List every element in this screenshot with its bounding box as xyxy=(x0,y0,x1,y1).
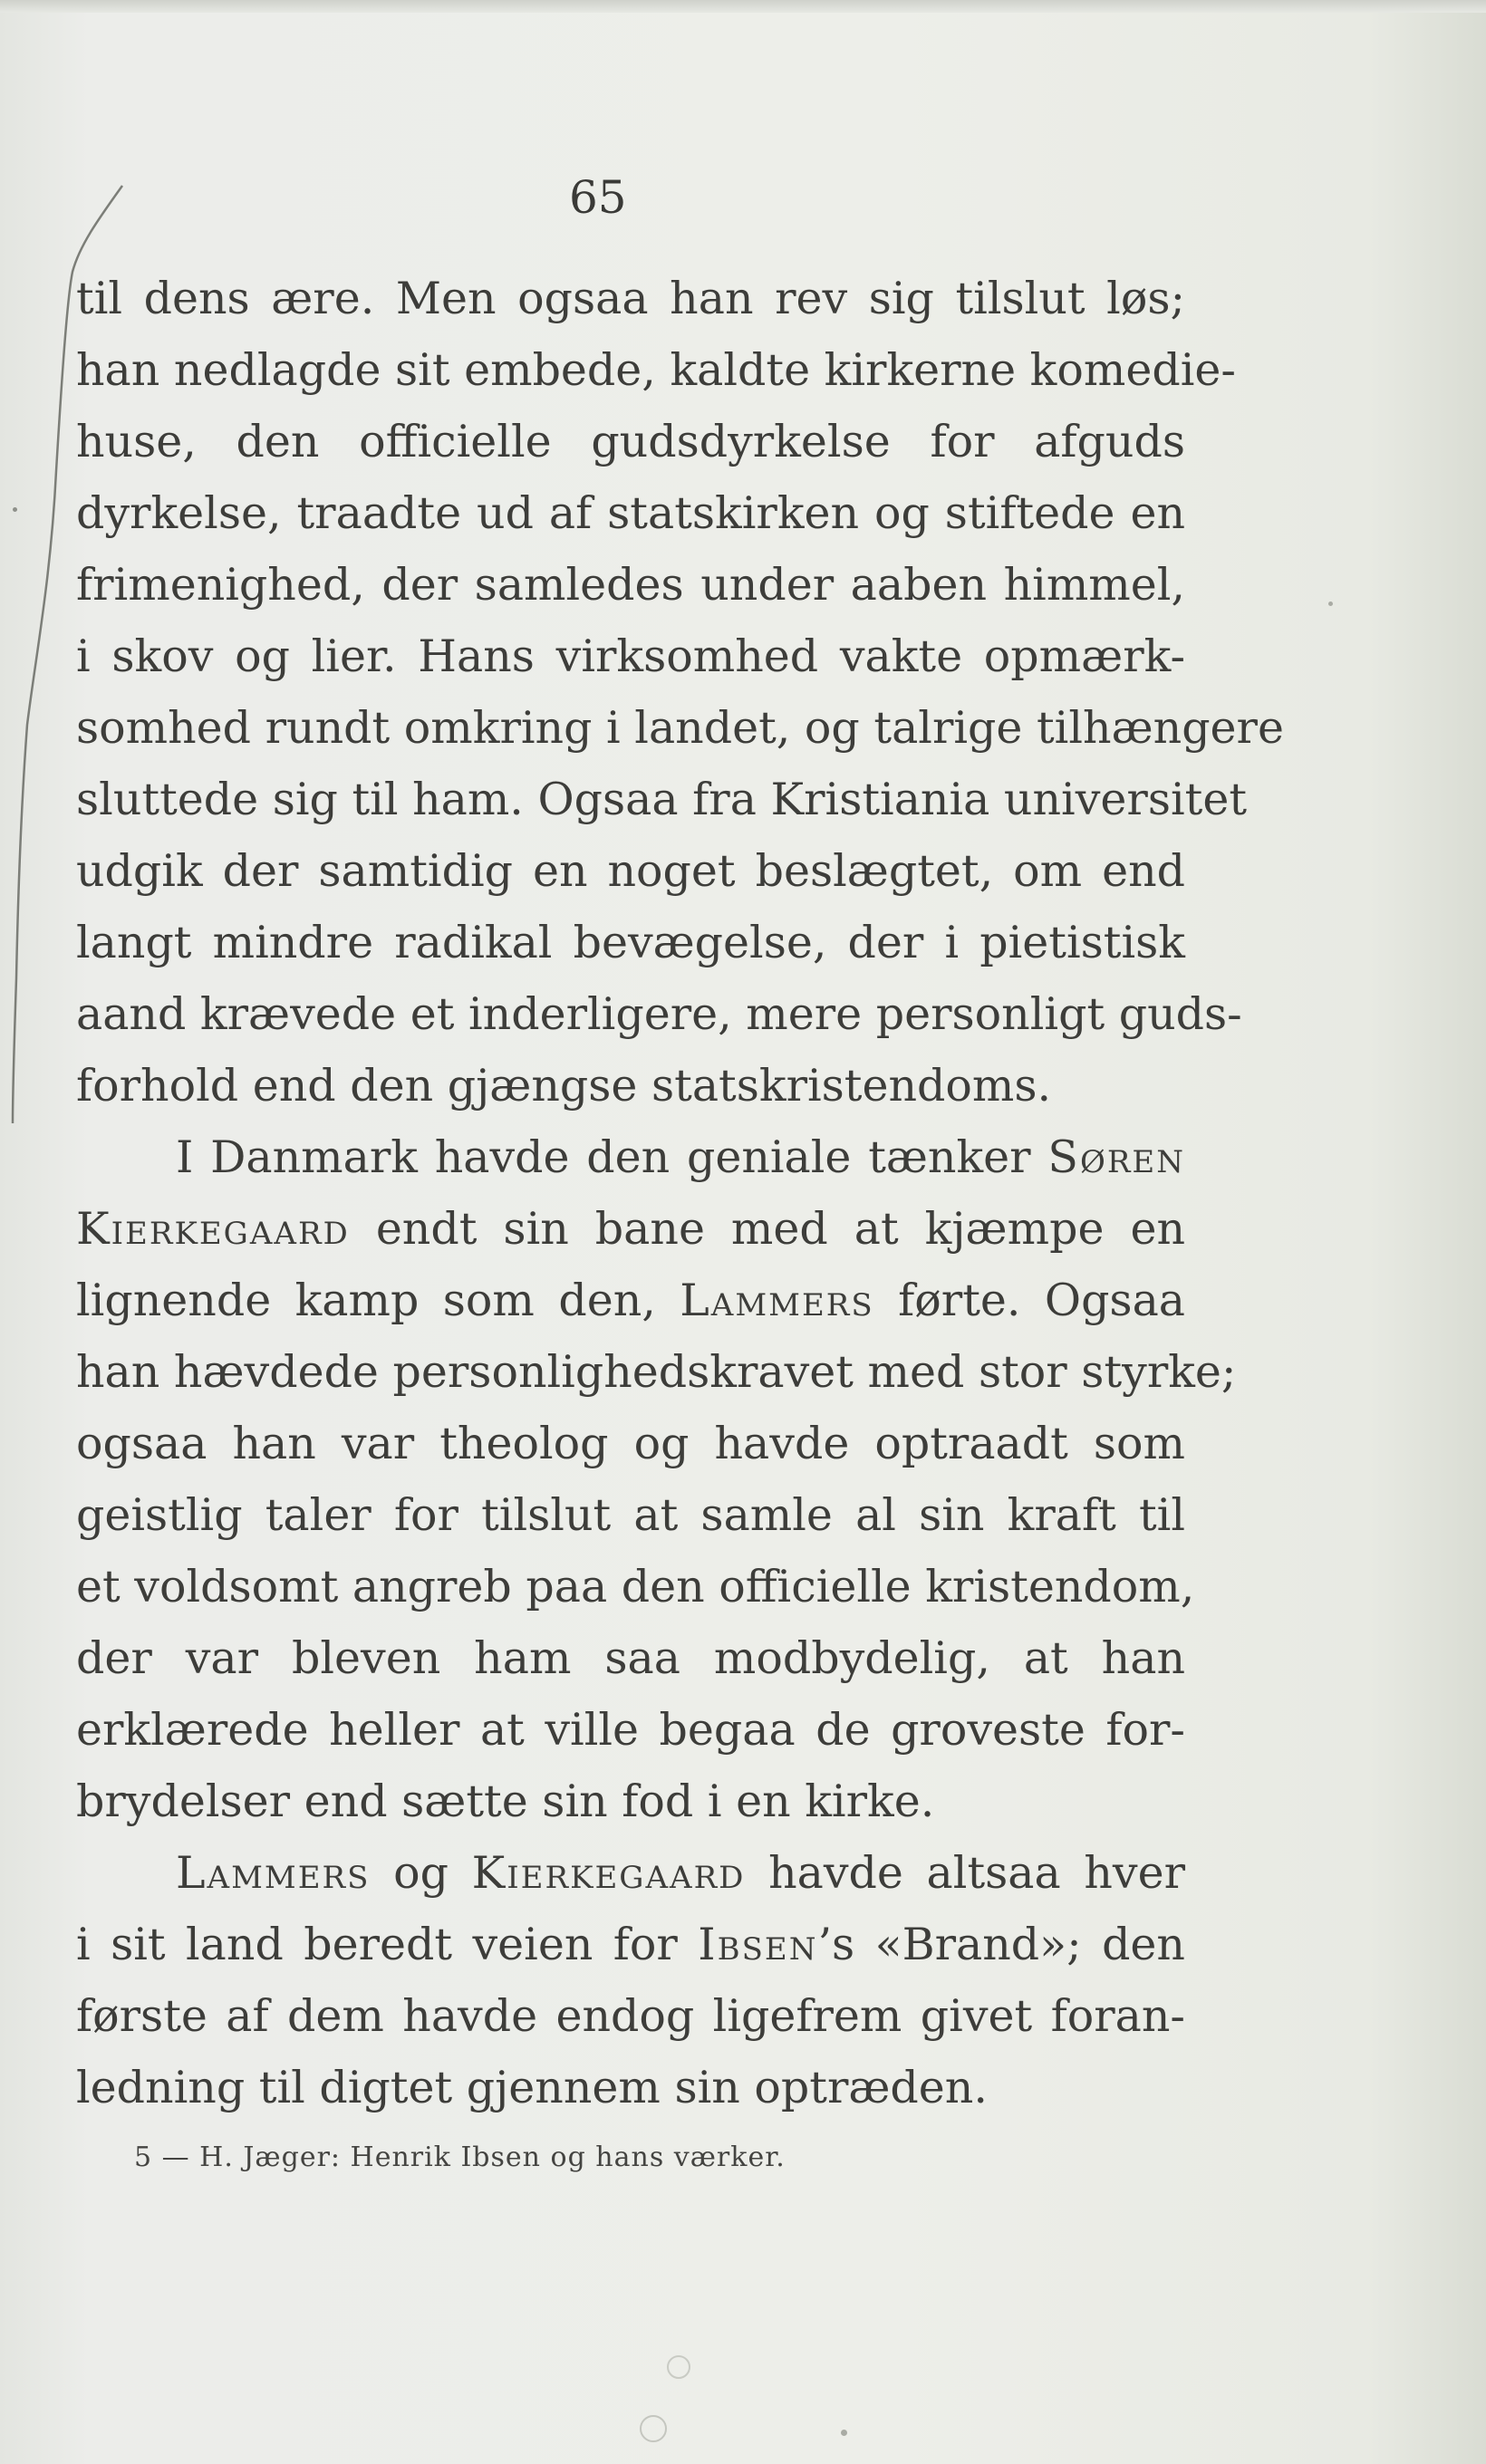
text-span: I Danmark havde den geniale tænker xyxy=(176,1131,1031,1183)
text-line: somhed rundt omkring i landet, og talrige tilhængere xyxy=(76,702,1284,754)
text-span: førte. Ogsaa xyxy=(898,1275,1186,1326)
author-name-lammers: Lammers xyxy=(176,1847,371,1899)
text-span: lignende kamp som den, xyxy=(76,1275,656,1326)
page-number: 65 xyxy=(569,171,627,224)
text-line: han nedlagde sit embede, kaldte kirkerne komedie- xyxy=(76,344,1236,396)
text-line: aand krævede et inderligere, mere personligt guds- xyxy=(76,988,1242,1040)
paper-speck xyxy=(1328,602,1333,606)
body-text xyxy=(76,263,1284,2123)
text-line xyxy=(76,1193,1185,1265)
text-span: i sit land beredt veien for xyxy=(76,1919,678,1970)
text-line: erklærede heller at ville begaa de groveste for- xyxy=(76,1704,1185,1756)
page-top-edge xyxy=(0,0,1486,13)
text-line: et voldsomt angreb paa den officielle kristendom, xyxy=(76,1561,1195,1612)
text-line: langt mindre radikal bevægelse, der i pietistisk xyxy=(76,917,1185,968)
text-line: ledning til digtet gjennem sin optræden. xyxy=(76,2062,988,2113)
text-line: frimenighed, der samledes under aaben himmel, xyxy=(76,559,1185,611)
text-span: ’s «Brand»; den xyxy=(817,1919,1185,1970)
paragraph-start-line xyxy=(76,1837,1185,1909)
author-name-ibsen: Ibsen xyxy=(698,1919,818,1970)
text-line xyxy=(76,1265,1185,1336)
text-line: brydelser end sætte sin fod i en kirke. xyxy=(76,1776,935,1827)
text-line: sluttede sig til ham. Ogsaa fra Kristiania universitet xyxy=(76,774,1248,825)
paragraph-start-line xyxy=(76,1121,1185,1193)
text-line: geistlig taler for tilslut at samle al sin kraft til xyxy=(76,1489,1185,1541)
author-name-kierkegaard: Kierkegaard xyxy=(76,1203,350,1255)
text-span: og xyxy=(393,1847,449,1899)
paper-speck xyxy=(640,2415,667,2442)
author-name-lammers: Lammers xyxy=(680,1275,874,1326)
paper-speck xyxy=(841,2430,847,2436)
signature-footer: 5 — H. Jæger: Henrik Ibsen og hans værker. xyxy=(134,2142,786,2173)
text-line: dyrkelse, traadte ud af statskirken og stiftede en xyxy=(76,487,1185,539)
text-line xyxy=(76,1909,1185,1980)
author-name-soren: Søren xyxy=(1047,1131,1185,1183)
paper-speck xyxy=(13,507,17,512)
text-line: ogsaa han var theolog og havde optraadt som xyxy=(76,1418,1185,1469)
text-line: udgik der samtidig en noget beslægtet, om end xyxy=(76,845,1185,897)
author-name-kierkegaard: Kierkegaard xyxy=(471,1847,746,1899)
title-ref xyxy=(698,1919,1185,1970)
text-line: huse, den officielle gudsdyrkelse for afguds xyxy=(76,416,1185,467)
text-span: endt sin bane med at kjæmpe en xyxy=(375,1203,1185,1255)
text-span: havde altsaa hver xyxy=(768,1847,1186,1899)
paper-speck xyxy=(667,2355,690,2379)
text-line: til dens ære. Men ogsaa han rev sig tilslut løs; xyxy=(76,273,1185,324)
text-line: der var bleven ham saa modbydelig, at han xyxy=(76,1632,1185,1684)
text-line: første af dem havde endog ligefrem givet foran- xyxy=(76,1990,1185,2042)
text-line: han hævdede personlighedskravet med stor styrke; xyxy=(76,1346,1237,1398)
text-line: forhold end den gjængse statskristendoms. xyxy=(76,1060,1052,1112)
text-line: i skov og lier. Hans virksomhed vakte opmærk- xyxy=(76,630,1185,682)
